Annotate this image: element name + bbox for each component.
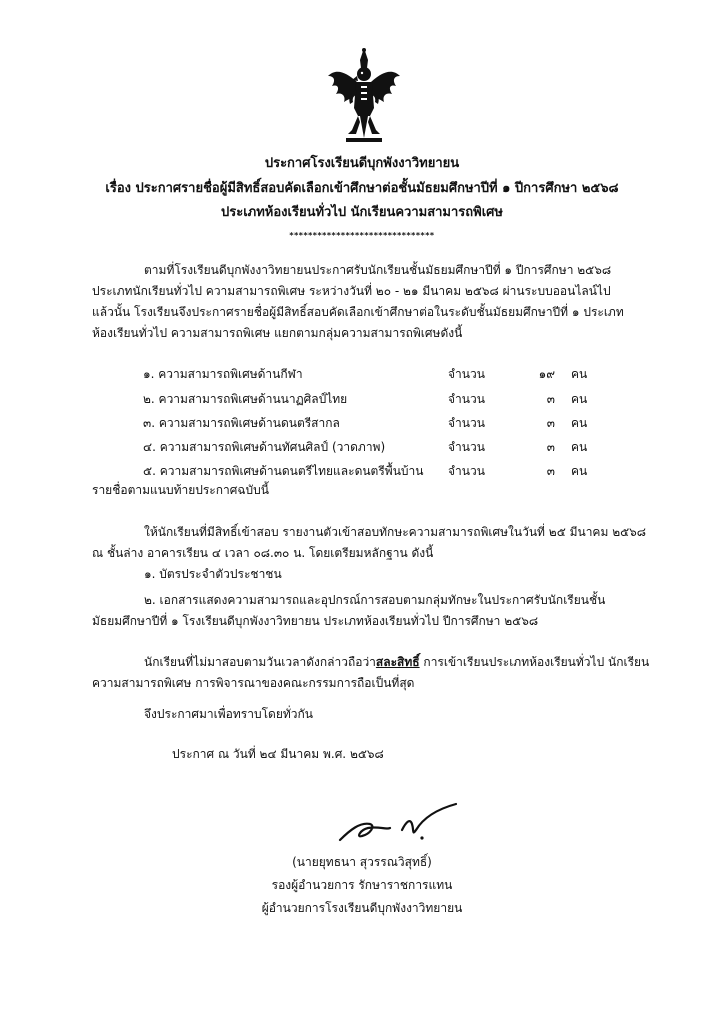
signatory-name: (นายยุทธนา สุวรรณวิสุทธิ์) [292,855,432,869]
category-count: ๓ [546,464,555,478]
category-count: ๓ [546,416,555,430]
signatory-position: รองผู้อำนวยการ รักษาราชการแทน [271,878,453,892]
category-count: ๓ [546,440,555,454]
requirement-item: ๑. บัตรประจำตัวประชาชน [144,567,282,581]
garuda-emblem-icon [326,46,402,146]
list-note [92,480,640,501]
date-paragraph [172,744,572,765]
forfeit-emphasis: สละสิทธิ์ [375,655,420,669]
report-line: ให้นักเรียนที่มีสิทธิ์เข้าสอบ รายงานตัวเข้าสอบทักษะความสามารถพิเศษในวันที่ ๒๕ มีนาคม ๒๕๖๘ [144,525,647,539]
intro-line: แล้วนั้น โรงเรียนจึงประกาศรายชื่อผู้มีสิทธิ์สอบคัดเลือกเข้าศึกษาต่อในระดับชั้นมัธยมศึกษาปีที่ ๑ ประเภท [92,305,624,319]
category-name: ๕. ความสามารถพิเศษด้านดนตรีไทยและดนตรีพื้นบ้าน [143,464,424,478]
intro-line: ประเภทนักเรียนทั่วไป ความสามารถพิเศษ ระหว่างวันที่ ๒๐ - ๒๑ มีนาคม ๒๕๖๘ ผ่านระบบออนไลน์ไป [92,284,611,298]
category-count: ๑๙ [538,367,555,381]
count-unit: คน [571,464,588,478]
closing-paragraph [92,704,640,725]
divider-stars: ******************************* [289,231,435,240]
intro-line: ห้องเรียนทั่วไป ความสามารถพิเศษ แยกตามกลุ่มความสามารถพิเศษดังนี้ [92,326,463,340]
count-label: จำนวน [448,416,485,430]
count-unit: คน [571,440,588,454]
count-label: จำนวน [448,440,485,454]
category-name: ๑. ความสามารถพิเศษด้านกีฬา [143,367,303,381]
count-label: จำนวน [448,392,485,406]
count-unit: คน [571,367,588,381]
announcement-category: ประเภทห้องเรียนทั่วไป นักเรียนความสามารถพิเศษ [221,205,503,220]
handwritten-signature [330,800,470,846]
absence-paragraph [92,652,650,694]
signatory-position: ผู้อำนวยการโรงเรียนดีบุกพังงาวิทยายน [261,901,463,915]
absence-line: ความสามารถพิเศษ การพิจารณาของคณะกรรมการถือเป็นที่สุด [92,676,415,690]
report-line: ณ ชั้นล่าง อาคารเรียน ๔ เวลา ๐๘.๓๐ น. โดยเตรียมหลักฐาน ดังนี้ [92,546,434,560]
report-paragraph [92,522,647,585]
requirement-item-2 [92,590,640,632]
absence-line [92,652,650,673]
intro-line: ตามที่โรงเรียนดีบุกพังงาวิทยายนประกาศรับนักเรียนชั้นมัธยมศึกษาปีที่ ๑ ปีการศึกษา ๒๕๖๘ [144,263,612,277]
absence-text: การเข้าเรียนประเภทห้องเรียนทั่วไป นักเรียน [419,655,650,669]
count-label: จำนวน [448,464,485,478]
category-name: ๒. ความสามารถพิเศษด้านนาฏศิลป์ไทย [143,392,348,406]
announcement-title: ประกาศโรงเรียนดีบุกพังงาวิทยายน [264,156,460,171]
list-note-text: รายชื่อตามแนบท้ายประกาศฉบับนี้ [92,483,269,497]
announcement-date: ประกาศ ณ วันที่ ๒๔ มีนาคม พ.ศ. ๒๕๖๘ [172,747,384,761]
announcement-subject: เรื่อง ประกาศรายชื่อผู้มีสิทธิ์สอบคัดเลือกเข้าศึกษาต่อชั้นมัธยมศึกษาปีที่ ๑ ปีการศึกษา ๒๕๖๘ [105,181,619,196]
intro-paragraph [92,260,640,344]
count-unit: คน [571,416,588,430]
category-name: ๓. ความสามารถพิเศษด้านดนตรีสากล [143,416,340,430]
absence-text: นักเรียนที่ไม่มาสอบตามวันเวลาดังกล่าวถือว่า [144,655,376,669]
count-label: จำนวน [448,367,485,381]
closing-text: จึงประกาศมาเพื่อทราบโดยทั่วกัน [144,707,313,721]
category-count: ๓ [546,392,555,406]
category-name: ๔. ความสามารถพิเศษด้านทัศนศิลป์ (วาดภาพ) [143,440,386,454]
count-unit: คน [571,392,588,406]
requirement-line: ๒. เอกสารแสดงความสามารถและอุปกรณ์การสอบตามกลุ่มทักษะในประกาศรับนักเรียนชั้น [144,593,606,607]
requirement-line: มัธยมศึกษาปีที่ ๑ โรงเรียนดีบุกพังงาวิทยายน ประเภทห้องเรียนทั่วไป ปีการศึกษา ๒๕๖๘ [92,614,539,628]
